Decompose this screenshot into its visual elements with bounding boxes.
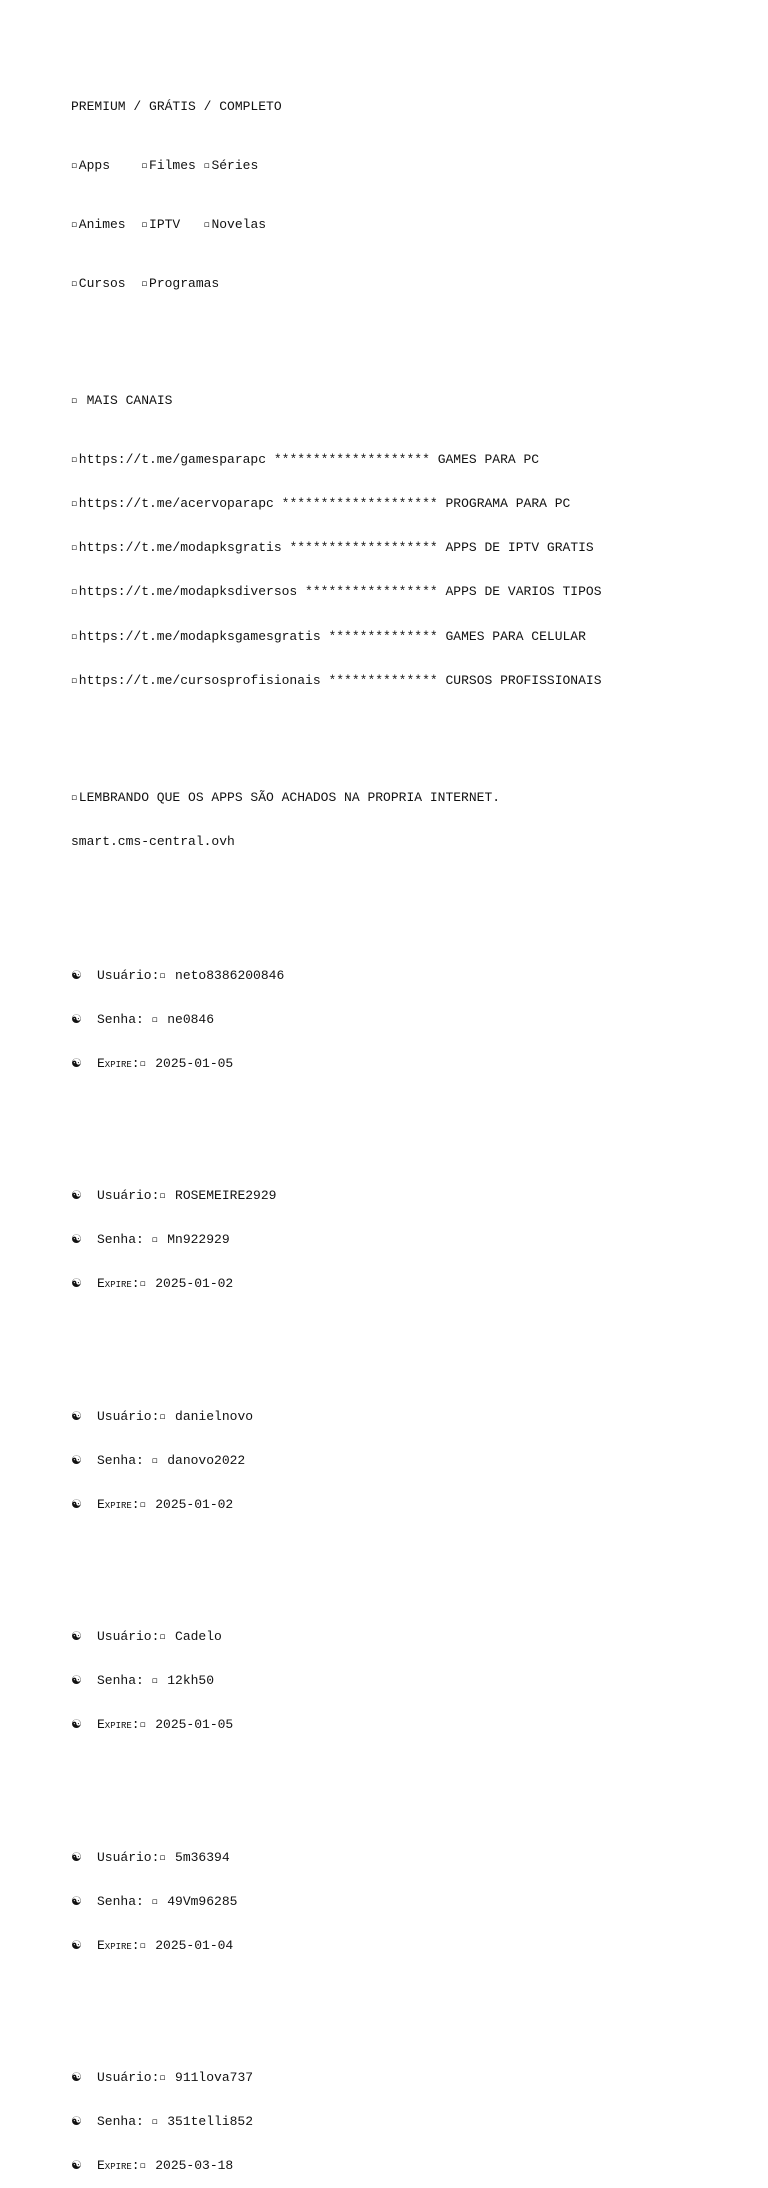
account-expire-date: 2025-03-18 bbox=[155, 2158, 234, 2174]
account-expire-date: 2025-01-05 bbox=[155, 1055, 234, 1071]
box-icon: ▫ bbox=[71, 396, 78, 407]
account-user-row: ☯ Usuário:▫ 911lova737 bbox=[71, 2070, 254, 2086]
channel-row bbox=[71, 497, 602, 512]
spacer bbox=[71, 1997, 602, 2012]
yin-yang-icon: ☯ bbox=[71, 1276, 82, 1291]
account-user-row: ☯ Usuário:▫ Cadelo bbox=[71, 1629, 222, 1645]
account-expire-row: ☯ Expire:▫ 2025-01-04 bbox=[71, 1937, 234, 1953]
yin-yang-icon: ☯ bbox=[71, 2158, 82, 2173]
account-pass-row: ☯ Senha: ▫ danovo2022 bbox=[71, 1452, 246, 1468]
channel-label: GAMES PARA CELULAR bbox=[445, 628, 586, 644]
document-body bbox=[71, 71, 602, 2188]
channel-link[interactable]: https://t.me/gamesparapc bbox=[78, 452, 267, 468]
account-expire-row: ☯ Expire:▫ 2025-01-05 bbox=[71, 1055, 234, 1071]
account-expire-row: ☯ Expire:▫ 2025-01-02 bbox=[71, 1276, 234, 1292]
box-icon: ▫ bbox=[71, 455, 78, 466]
account-expire-date: 2025-01-04 bbox=[155, 1937, 234, 1953]
box-icon: ▫ bbox=[71, 631, 78, 642]
box-icon: ▫ bbox=[71, 543, 78, 554]
yin-yang-icon: ☯ bbox=[71, 1011, 82, 1026]
box-icon: ▫ bbox=[71, 587, 78, 598]
channel-stars: ******************** bbox=[281, 496, 438, 512]
yin-yang-icon: ☯ bbox=[71, 1673, 82, 1688]
category-item: IPTV bbox=[149, 217, 181, 232]
box-icon: ▫ bbox=[151, 2117, 158, 2128]
channel-link[interactable]: https://t.me/acervoparapc bbox=[78, 496, 274, 512]
account-pass-row: ☯ Senha: ▫ Mn922929 bbox=[71, 1232, 230, 1248]
box-icon: ▫ bbox=[71, 220, 78, 230]
box-icon: ▫ bbox=[151, 1235, 158, 1246]
box-icon: ▫ bbox=[159, 1632, 166, 1643]
box-icon: ▫ bbox=[139, 1940, 146, 1951]
channel-stars: ******************* bbox=[289, 540, 438, 556]
account-username: Cadelo bbox=[175, 1629, 222, 1645]
spacer bbox=[71, 894, 602, 909]
account-password: danovo2022 bbox=[167, 1452, 246, 1468]
yin-yang-icon: ☯ bbox=[71, 1893, 82, 1908]
box-icon: ▫ bbox=[71, 499, 78, 510]
channel-row bbox=[71, 630, 602, 645]
channel-label: APPS DE VARIOS TIPOS bbox=[445, 584, 602, 600]
yin-yang-icon: ☯ bbox=[71, 1452, 82, 1467]
account-username: 5m36394 bbox=[175, 1849, 230, 1865]
box-icon: ▫ bbox=[139, 1058, 146, 1069]
spacer bbox=[71, 732, 602, 747]
box-icon: ▫ bbox=[159, 1852, 166, 1863]
account-expire-date: 2025-01-02 bbox=[155, 1276, 234, 1292]
account-username: 911lova737 bbox=[175, 2070, 254, 2086]
box-icon: ▫ bbox=[71, 278, 78, 289]
channel-stars: ***************** bbox=[305, 584, 438, 600]
box-icon: ▫ bbox=[159, 1411, 166, 1422]
account-pass-row: ☯ Senha: ▫ 12kh50 bbox=[71, 1673, 215, 1689]
box-icon: ▫ bbox=[71, 161, 78, 172]
channel-row bbox=[71, 453, 602, 468]
box-icon: ▫ bbox=[141, 278, 148, 289]
yin-yang-icon: ☯ bbox=[71, 1717, 82, 1732]
box-icon: ▫ bbox=[139, 1720, 146, 1731]
box-icon: ▫ bbox=[159, 2073, 166, 2084]
yin-yang-icon: ☯ bbox=[71, 1629, 82, 1644]
channel-label: CURSOS PROFISSIONAIS bbox=[445, 672, 602, 688]
box-icon: ▫ bbox=[71, 675, 78, 686]
yin-yang-icon: ☯ bbox=[71, 1849, 82, 1864]
channel-link[interactable]: https://t.me/cursosprofisionais bbox=[78, 672, 321, 688]
yin-yang-icon: ☯ bbox=[71, 2070, 82, 2085]
notice-line bbox=[71, 791, 602, 806]
account-password: 49Vm96285 bbox=[167, 1893, 238, 1909]
spacer bbox=[71, 336, 602, 351]
account-username: neto8386200846 bbox=[175, 967, 285, 983]
account-user-row: ☯ Usuário:▫ neto8386200846 bbox=[71, 967, 285, 983]
yin-yang-icon: ☯ bbox=[71, 967, 82, 982]
channel-row bbox=[71, 674, 602, 689]
channel-stars: ******************** bbox=[273, 452, 430, 468]
category-item: Séries bbox=[211, 158, 259, 174]
channel-label: PROGRAMA PARA PC bbox=[445, 496, 571, 512]
box-icon: ▫ bbox=[151, 1676, 158, 1687]
account-pass-row: ☯ Senha: ▫ 49Vm96285 bbox=[71, 1893, 238, 1909]
yin-yang-icon: ☯ bbox=[71, 1496, 82, 1511]
account-pass-row: ☯ Senha: ▫ 351telli852 bbox=[71, 2114, 254, 2130]
box-icon: ▫ bbox=[141, 161, 148, 172]
channel-link[interactable]: https://t.me/modapksgratis bbox=[78, 540, 282, 556]
doc-title: PREMIUM / GRÁTIS / COMPLETO bbox=[71, 99, 282, 115]
spacer bbox=[71, 1335, 602, 1350]
box-icon: ▫ bbox=[159, 970, 166, 981]
category-item: Filmes bbox=[149, 158, 196, 174]
box-icon: ▫ bbox=[141, 220, 148, 230]
category-item: Animes bbox=[78, 217, 126, 232]
box-icon: ▫ bbox=[151, 1896, 158, 1907]
spacer bbox=[71, 1556, 602, 1571]
channel-link[interactable]: https://t.me/modapksdiversos bbox=[78, 584, 298, 600]
category-item: Novelas bbox=[211, 217, 267, 232]
box-icon: ▫ bbox=[139, 1499, 146, 1510]
yin-yang-icon: ☯ bbox=[71, 2114, 82, 2129]
category-item: Programas bbox=[149, 275, 220, 291]
account-user-row: ☯ Usuário:▫ 5m36394 bbox=[71, 1849, 230, 1865]
channel-label: APPS DE IPTV GRATIS bbox=[445, 540, 594, 556]
channels-heading-text: MAIS CANAIS bbox=[86, 393, 173, 409]
box-icon: ▫ bbox=[139, 1279, 146, 1290]
box-icon: ▫ bbox=[139, 2161, 146, 2172]
account-expire-date: 2025-01-05 bbox=[155, 1717, 234, 1733]
channel-stars: ************** bbox=[328, 628, 438, 644]
yin-yang-icon: ☯ bbox=[71, 1937, 82, 1952]
yin-yang-icon: ☯ bbox=[71, 1232, 82, 1247]
account-password: 12kh50 bbox=[167, 1673, 215, 1689]
account-username: danielnovo bbox=[175, 1408, 254, 1424]
spacer bbox=[71, 1115, 602, 1130]
channel-label: GAMES PARA PC bbox=[437, 452, 540, 468]
channel-link[interactable]: https://t.me/modapksgamesgratis bbox=[78, 628, 321, 644]
channel-stars: ************** bbox=[328, 672, 438, 688]
channels-heading bbox=[71, 394, 602, 409]
channel-row bbox=[71, 585, 602, 600]
account-username: ROSEMEIRE2929 bbox=[175, 1188, 277, 1204]
account-password: ne0846 bbox=[167, 1011, 215, 1027]
yin-yang-icon: ☯ bbox=[71, 1408, 82, 1423]
category-item: Apps bbox=[78, 158, 111, 174]
account-user-row: ☯ Usuário:▫ ROSEMEIRE2929 bbox=[71, 1188, 277, 1204]
account-password: 351telli852 bbox=[167, 2114, 254, 2130]
account-expire-row: ☯ Expire:▫ 2025-01-05 bbox=[71, 1717, 234, 1733]
notice-text: LEMBRANDO QUE OS APPS SÃO ACHADOS NA PROPRIA INTERNET. bbox=[78, 790, 501, 806]
box-icon: ▫ bbox=[203, 161, 210, 172]
box-icon: ▫ bbox=[71, 793, 78, 804]
account-expire-row: ☯ Expire:▫ 2025-01-02 bbox=[71, 1496, 234, 1512]
box-icon: ▫ bbox=[151, 1455, 158, 1466]
account-pass-row: ☯ Senha: ▫ ne0846 bbox=[71, 1011, 215, 1027]
yin-yang-icon: ☯ bbox=[71, 1188, 82, 1203]
category-item: Cursos bbox=[78, 275, 126, 291]
category-row bbox=[71, 218, 602, 233]
box-icon: ▫ bbox=[203, 220, 210, 230]
box-icon: ▫ bbox=[159, 1191, 166, 1202]
account-expire-row: ☯ Expire:▫ 2025-03-18 bbox=[71, 2158, 234, 2174]
account-password: Mn922929 bbox=[167, 1232, 230, 1248]
yin-yang-icon: ☯ bbox=[71, 1055, 82, 1070]
server-address: smart.cms-central.ovh bbox=[71, 834, 235, 850]
account-user-row: ☯ Usuário:▫ danielnovo bbox=[71, 1408, 254, 1424]
account-expire-date: 2025-01-02 bbox=[155, 1496, 234, 1512]
box-icon: ▫ bbox=[151, 1014, 158, 1025]
category-row bbox=[71, 277, 602, 292]
category-row bbox=[71, 159, 602, 174]
channel-row bbox=[71, 541, 602, 556]
spacer bbox=[71, 1776, 602, 1791]
